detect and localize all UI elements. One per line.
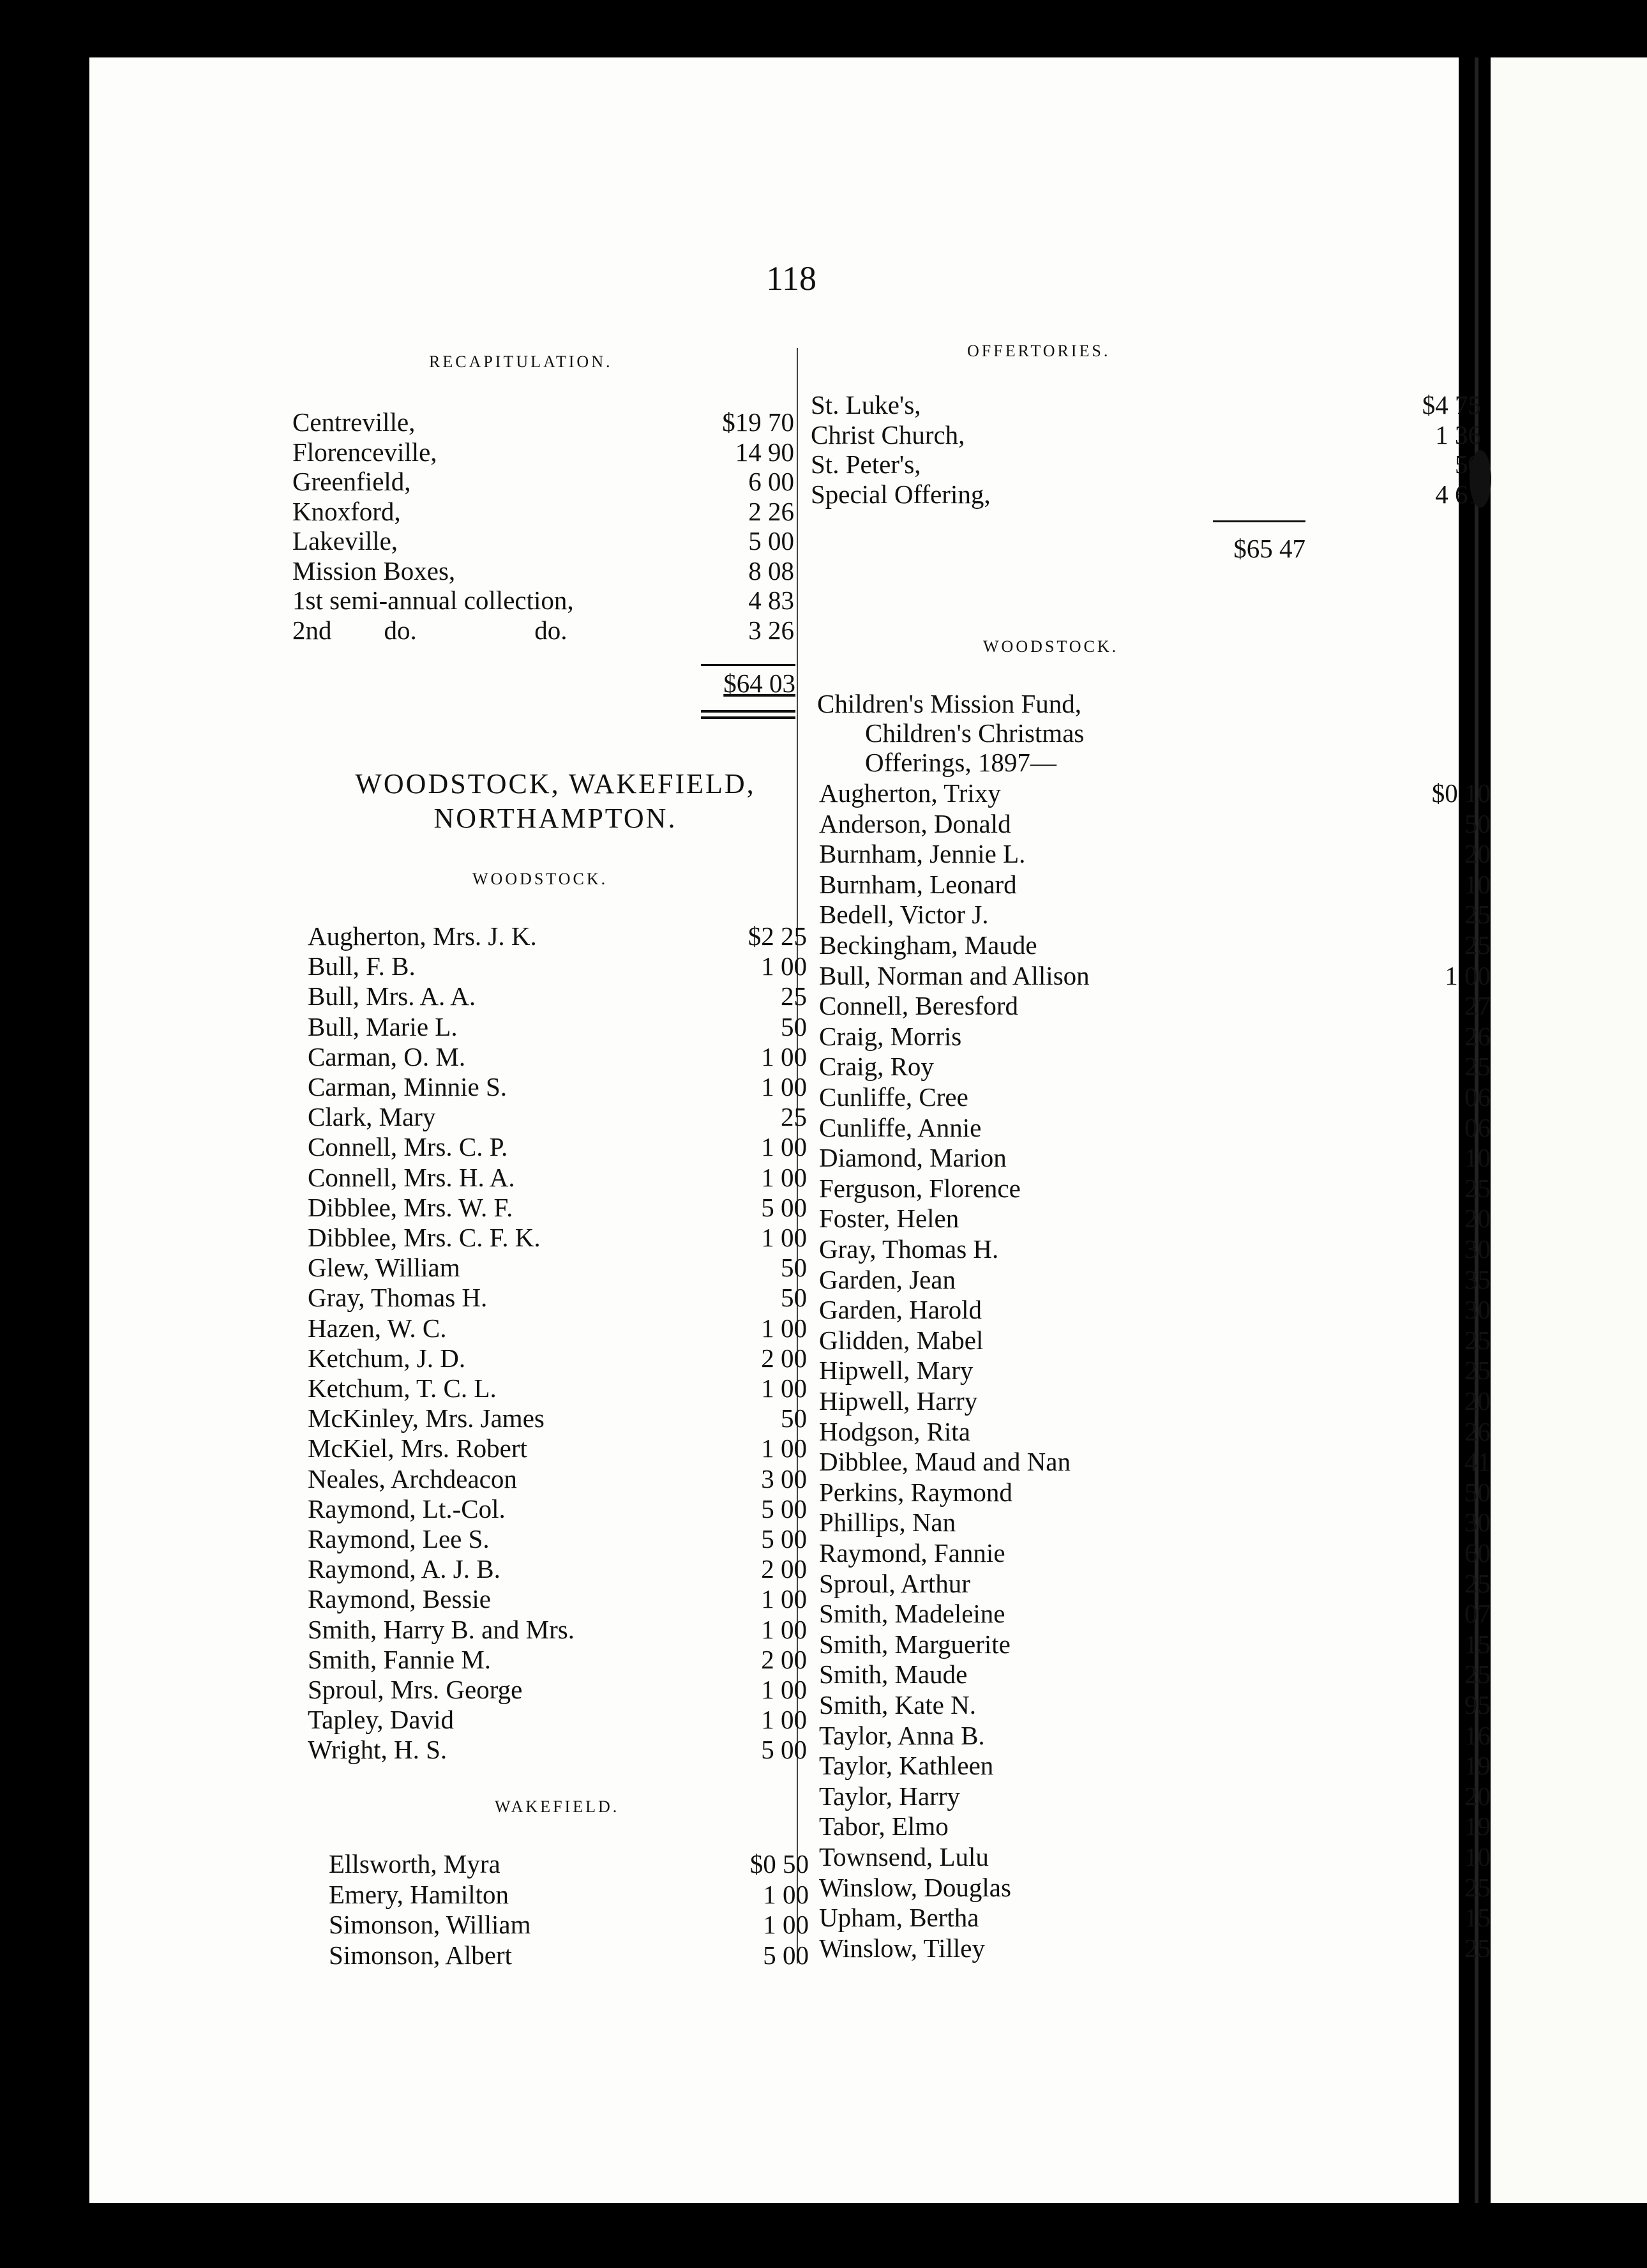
- offertories-heading: OFFERTORIES.: [967, 342, 1111, 360]
- entry-name: Hodgson, Rita: [819, 1416, 970, 1446]
- entry-name: Augherton, Mrs. J. K.: [308, 921, 537, 951]
- list-item: [308, 1192, 807, 1223]
- list-item: [308, 981, 807, 1011]
- entry-amount: 1 00: [763, 1910, 809, 1939]
- entry-amount: 25: [1464, 1325, 1491, 1355]
- entry-name: Carman, Minnie S.: [308, 1072, 508, 1101]
- entry-amount: 20: [1464, 1386, 1491, 1416]
- list-item: [308, 1433, 807, 1463]
- entry-amount: 15: [1464, 1903, 1491, 1933]
- list-item: [811, 449, 1481, 480]
- entry-amount: 25: [1464, 1659, 1491, 1690]
- entry-amount: 25: [1464, 1568, 1491, 1598]
- list-item: [308, 1222, 807, 1253]
- entry-amount: 35: [1464, 1264, 1491, 1294]
- entry-name: Hazen, W. C.: [308, 1313, 447, 1343]
- entry-name: Clark, Mary: [308, 1102, 436, 1132]
- recapitulation-total-amount: $64 03: [723, 669, 795, 698]
- entry-name: Dibblee, Maud and Nan: [819, 1447, 1071, 1477]
- entry-name: Winslow, Douglas: [819, 1872, 1011, 1902]
- entry-name: Gray, Thomas H.: [308, 1283, 488, 1313]
- woodstock-children-heading: WOODSTOCK.: [983, 637, 1119, 656]
- entry-amount: 50: [1455, 450, 1481, 479]
- list-item: [819, 1568, 1491, 1599]
- entry-amount: 25: [781, 981, 807, 1011]
- entry-name: Raymond, A. J. B.: [308, 1554, 500, 1584]
- section-title-line2: NORTHAMPTON.: [433, 803, 677, 834]
- list-item: [819, 1811, 1491, 1841]
- entry-name: Smith, Kate N.: [819, 1690, 976, 1720]
- entry-amount: 16: [1464, 1720, 1491, 1750]
- entry-amount: 5 00: [761, 1524, 807, 1554]
- entry-amount: 5 00: [761, 1192, 807, 1222]
- entry-name: Bull, Marie L.: [308, 1011, 458, 1041]
- entry-amount: 2 26: [748, 496, 794, 526]
- list-item: [308, 1493, 807, 1524]
- entry-amount: 50: [781, 1253, 807, 1283]
- list-item: [819, 1112, 1491, 1143]
- list-item: [819, 778, 1491, 808]
- entry-amount: $19 70: [722, 407, 794, 437]
- list-item: [329, 1940, 809, 1970]
- list-item: [819, 1629, 1491, 1659]
- entry-amount: 14 90: [735, 437, 794, 467]
- list-item: [819, 1082, 1491, 1112]
- list-item: [329, 1879, 809, 1910]
- list-item: [819, 1264, 1491, 1295]
- entry-amount: 26: [1464, 1416, 1491, 1446]
- list-item: [308, 951, 807, 981]
- list-item: [819, 1294, 1491, 1325]
- entry-amount: 20: [1464, 1781, 1491, 1811]
- entry-name: Mission Boxes,: [292, 556, 456, 586]
- list-item: [811, 479, 1481, 510]
- entry-name: Carman, O. M.: [308, 1041, 466, 1071]
- entry-name: Simonson, William: [329, 1910, 531, 1939]
- entry-amount: 30: [1464, 1295, 1491, 1325]
- entry-amount: 50: [1464, 1477, 1491, 1507]
- list-item: [308, 1131, 807, 1162]
- entry-amount: 06: [1464, 1082, 1491, 1112]
- entry-name: Winslow, Tilley: [819, 1933, 985, 1963]
- entry-amount: 1 00: [761, 1433, 807, 1463]
- list-item: [819, 1659, 1491, 1690]
- list-item: [292, 525, 794, 556]
- entry-name: Craig, Roy: [819, 1052, 934, 1082]
- list-item: [308, 1282, 807, 1313]
- list-item: [308, 1403, 807, 1433]
- entry-name: Tapley, David: [308, 1705, 455, 1735]
- recapitulation-heading: RECAPITULATION.: [429, 352, 613, 371]
- entry-name: Connell, Beresford: [819, 991, 1018, 1021]
- list-item: [329, 1909, 809, 1940]
- entry-name: Christ Church,: [811, 420, 965, 450]
- entry-name: Taylor, Kathleen: [819, 1751, 994, 1781]
- entry-amount: 50: [781, 1011, 807, 1041]
- entry-amount: 06: [1464, 1112, 1491, 1142]
- entry-name: Smith, Marguerite: [819, 1629, 1011, 1659]
- entry-amount: 1 36: [1435, 420, 1481, 450]
- list-item: [819, 808, 1491, 839]
- list-item: [292, 556, 794, 586]
- list-item: [811, 389, 1481, 420]
- list-item: [819, 1325, 1491, 1356]
- list-item: [819, 1173, 1491, 1204]
- entry-amount: 25: [1464, 900, 1491, 930]
- entry-amount: 1 00: [761, 951, 807, 981]
- entry-amount: 15: [1464, 1629, 1491, 1659]
- entry-name: Connell, Mrs. H. A.: [308, 1162, 515, 1192]
- list-item: [308, 1463, 807, 1494]
- entry-amount: 19: [1464, 1811, 1491, 1841]
- list-item: [811, 420, 1481, 450]
- entry-amount: 5 00: [748, 526, 794, 556]
- list-item: [819, 1355, 1491, 1386]
- entry-name: Garden, Harold: [819, 1295, 982, 1325]
- list-item: [819, 1021, 1491, 1052]
- entry-name: Perkins, Raymond: [819, 1477, 1012, 1507]
- entry-amount: 25: [781, 1102, 807, 1132]
- entry-name: 1st semi-annual collection,: [292, 586, 574, 615]
- list-item: [819, 1234, 1491, 1264]
- entry-name: Bedell, Victor J.: [819, 900, 989, 930]
- entry-name: Bull, Mrs. A. A.: [308, 981, 476, 1011]
- entry-name: Knoxford,: [292, 496, 401, 526]
- entry-amount: $0 50: [749, 1849, 809, 1879]
- entry-name: Tabor, Elmo: [819, 1811, 949, 1841]
- entry-amount: 1 00: [761, 1162, 807, 1192]
- entry-amount: 1 00: [761, 1614, 807, 1644]
- entry-name: Craig, Morris: [819, 1021, 962, 1051]
- list-item: [308, 1674, 807, 1705]
- list-item: [819, 1538, 1491, 1568]
- entry-name: Upham, Bertha: [819, 1903, 979, 1933]
- entry-name: Glidden, Mabel: [819, 1325, 984, 1355]
- entry-name: Bull, Norman and Allison: [819, 960, 1090, 990]
- list-item: [308, 1644, 807, 1675]
- entry-name: Garden, Jean: [819, 1264, 956, 1294]
- list-item: [819, 1416, 1491, 1447]
- entry-name: Burnham, Jennie L.: [819, 839, 1026, 869]
- entry-name: McKiel, Mrs. Robert: [308, 1433, 527, 1463]
- entry-name: Bull, F. B.: [308, 951, 416, 981]
- entry-amount: 5 00: [763, 1940, 809, 1970]
- entry-name: Connell, Mrs. C. P.: [308, 1132, 508, 1162]
- list-item: [308, 921, 807, 951]
- entry-amount: 25: [1464, 1052, 1491, 1082]
- entry-amount: 1 00: [761, 1223, 807, 1252]
- entry-name: Smith, Harry B. and Mrs.: [308, 1614, 575, 1644]
- entry-name: Hipwell, Mary: [819, 1356, 974, 1386]
- entry-amount: 50: [1464, 808, 1491, 838]
- entry-name: Raymond, Lee S.: [308, 1524, 490, 1554]
- entry-name: Cunliffe, Cree: [819, 1082, 968, 1112]
- entry-name: Beckingham, Maude: [819, 930, 1037, 960]
- entry-name: Dibblee, Mrs. C. F. K.: [308, 1223, 541, 1252]
- entry-name: Gray, Thomas H.: [819, 1234, 999, 1264]
- entry-name: Raymond, Bessie: [308, 1584, 491, 1614]
- entry-amount: 5 00: [761, 1493, 807, 1523]
- entry-amount: 4 83: [748, 586, 794, 615]
- list-item: [308, 1101, 807, 1132]
- facing-page-edge: [1491, 57, 1647, 2203]
- entry-amount: 10: [1464, 869, 1491, 899]
- list-item: [308, 1554, 807, 1584]
- entry-amount: 41: [1464, 1447, 1491, 1477]
- entry-amount: 6 00: [748, 467, 794, 496]
- list-item: [308, 1734, 807, 1765]
- entry-amount: 1 00: [761, 1705, 807, 1735]
- list-item: [292, 585, 794, 616]
- offertories-total-amount: $65 47: [1233, 534, 1305, 563]
- list-item: [308, 1313, 807, 1343]
- list-item: [292, 496, 794, 527]
- entry-amount: 1 00: [1445, 960, 1491, 990]
- entry-name: Special Offering,: [811, 479, 991, 509]
- page-number: 118: [766, 259, 816, 298]
- list-item: [292, 407, 794, 437]
- list-item: [819, 960, 1491, 991]
- recap-total-rule: [701, 664, 795, 666]
- list-item: [819, 930, 1491, 960]
- entry-amount: 8 08: [748, 556, 794, 586]
- list-item: [819, 838, 1491, 869]
- entry-name: Emery, Hamilton: [329, 1879, 509, 1909]
- entry-name: Smith, Fannie M.: [308, 1644, 492, 1674]
- entry-amount: $4 75: [1422, 390, 1481, 420]
- entry-amount: 25: [1464, 1872, 1491, 1902]
- entry-amount: 1 00: [761, 1584, 807, 1614]
- recap-double-rule-1: [701, 710, 795, 713]
- list-item: [819, 1933, 1491, 1963]
- list-item: [819, 1477, 1491, 1508]
- entry-amount: $0 10: [1431, 778, 1491, 808]
- entry-amount: 20: [1464, 1204, 1491, 1234]
- entry-name: Burnham, Leonard: [819, 869, 1017, 899]
- list-item: [819, 1446, 1491, 1477]
- entry-name: Cunliffe, Annie: [819, 1112, 982, 1142]
- entry-name: Hipwell, Harry: [819, 1386, 978, 1416]
- entry-name: Florenceville,: [292, 437, 437, 467]
- entry-name: Diamond, Marion: [819, 1143, 1007, 1173]
- list-item: [308, 1614, 807, 1645]
- entry-amount: 50: [781, 1403, 807, 1433]
- entry-name: Simonson, Albert: [329, 1940, 513, 1970]
- entry-amount: 5 00: [761, 1735, 807, 1765]
- list-item: [819, 1203, 1491, 1234]
- entry-name: Sproul, Mrs. George: [308, 1675, 523, 1704]
- list-item: [308, 1252, 807, 1283]
- entry-amount: 2 00: [761, 1644, 807, 1674]
- list-item: [819, 1051, 1491, 1082]
- entry-amount: 3 26: [748, 615, 794, 645]
- entry-name: 2nd do. do.: [292, 615, 568, 645]
- entry-amount: 1 00: [761, 1041, 807, 1071]
- entry-name: Taylor, Anna B.: [819, 1720, 985, 1750]
- list-item: [819, 1720, 1491, 1751]
- list-item: [308, 1523, 807, 1554]
- entry-amount: 1 00: [761, 1132, 807, 1162]
- section-title-line1: WOODSTOCK, WAKEFIELD,: [355, 768, 756, 799]
- entry-amount: 07: [1464, 1599, 1491, 1629]
- entry-amount: 50: [781, 1283, 807, 1313]
- entry-name: Anderson, Donald: [819, 808, 1011, 838]
- entry-amount: 1 00: [761, 1313, 807, 1343]
- entry-amount: 26: [1464, 1021, 1491, 1051]
- entry-name: Foster, Helen: [819, 1204, 959, 1234]
- list-item: [308, 1071, 807, 1102]
- list-item: [819, 1902, 1491, 1933]
- entry-name: Neales, Archdeacon: [308, 1463, 517, 1493]
- list-item: [329, 1848, 809, 1879]
- entry-name: Wright, H. S.: [308, 1735, 447, 1765]
- entry-amount: 95: [1464, 1690, 1491, 1720]
- entry-amount: 1 00: [761, 1072, 807, 1101]
- entry-amount: 4 61: [1435, 479, 1481, 509]
- entry-name: Dibblee, Mrs. W. F.: [308, 1192, 513, 1222]
- list-item: [819, 899, 1491, 930]
- entry-name: St. Peter's,: [811, 450, 921, 479]
- entry-name: Ketchum, J. D.: [308, 1343, 466, 1373]
- entry-name: Phillips, Nan: [819, 1508, 956, 1538]
- list-item: [308, 1343, 807, 1373]
- entry-amount: 20: [1464, 839, 1491, 869]
- entry-amount: 27: [1464, 991, 1491, 1021]
- list-item: [819, 1781, 1491, 1811]
- entry-name: Glew, William: [308, 1253, 460, 1283]
- woodstock-heading: WOODSTOCK.: [472, 870, 608, 888]
- entry-amount: 1 00: [761, 1373, 807, 1403]
- offertories-total: [1187, 533, 1305, 564]
- entry-name: Taylor, Harry: [819, 1781, 960, 1811]
- list-item: [819, 1750, 1491, 1781]
- entry-amount: 3 00: [761, 1463, 807, 1493]
- list-item: [819, 1386, 1491, 1416]
- entry-name: McKinley, Mrs. James: [308, 1403, 545, 1433]
- list-item: [308, 1704, 807, 1735]
- entry-amount: 25: [1464, 930, 1491, 960]
- entry-amount: 60: [1464, 1538, 1491, 1568]
- list-item: [819, 869, 1491, 900]
- list-item: [819, 1142, 1491, 1173]
- list-item: [308, 1373, 807, 1403]
- list-item: [819, 1690, 1491, 1720]
- list-item: [308, 1041, 807, 1072]
- list-item: [819, 1598, 1491, 1629]
- entry-name: Raymond, Lt.-Col.: [308, 1493, 506, 1523]
- recapitulation-total: [677, 668, 795, 699]
- entry-name: St. Luke's,: [811, 390, 921, 420]
- recap-double-rule-2: [701, 716, 795, 719]
- list-item: [308, 1162, 807, 1193]
- entry-name: Smith, Maude: [819, 1659, 968, 1690]
- entry-name: Townsend, Lulu: [819, 1842, 989, 1871]
- entry-amount: 25: [1464, 1933, 1491, 1963]
- entry-amount: 30: [1464, 1508, 1491, 1538]
- wakefield-heading: WAKEFIELD.: [495, 1797, 620, 1816]
- entry-amount: 2 00: [761, 1343, 807, 1373]
- entry-amount: 10: [1464, 1143, 1491, 1173]
- entry-name: Lakeville,: [292, 526, 398, 556]
- list-item: [819, 1872, 1491, 1903]
- entry-amount: 19: [1464, 1751, 1491, 1781]
- entry-amount: 2 00: [761, 1554, 807, 1584]
- entry-name: Raymond, Fannie: [819, 1538, 1005, 1568]
- list-item: [819, 1841, 1491, 1872]
- entry-name: Smith, Madeleine: [819, 1599, 1005, 1629]
- list-item: [292, 615, 794, 646]
- list-item: [308, 1584, 807, 1614]
- entry-amount: 25: [1464, 1173, 1491, 1203]
- entry-name: Sproul, Arthur: [819, 1568, 970, 1598]
- entry-amount: 30: [1464, 1234, 1491, 1264]
- entry-name: Ellsworth, Myra: [329, 1849, 500, 1879]
- entry-amount: 1 00: [761, 1675, 807, 1704]
- list-item: [308, 1011, 807, 1042]
- entry-name: Greenfield,: [292, 467, 411, 496]
- list-item: [819, 1507, 1491, 1538]
- entry-amount: 25: [1464, 1356, 1491, 1386]
- entry-name: Ferguson, Florence: [819, 1173, 1021, 1203]
- entry-amount: 10: [1464, 1842, 1491, 1871]
- offertories-total-rule: [1213, 520, 1305, 522]
- list-item: [292, 466, 794, 497]
- entry-amount: 1 00: [763, 1879, 809, 1909]
- entry-amount: $2 25: [748, 921, 807, 951]
- entry-name: Augherton, Trixy: [819, 778, 1001, 808]
- entry-name: Centreville,: [292, 407, 416, 437]
- list-item: [292, 437, 794, 467]
- list-item: [819, 990, 1491, 1021]
- entry-name: Ketchum, T. C. L.: [308, 1373, 497, 1403]
